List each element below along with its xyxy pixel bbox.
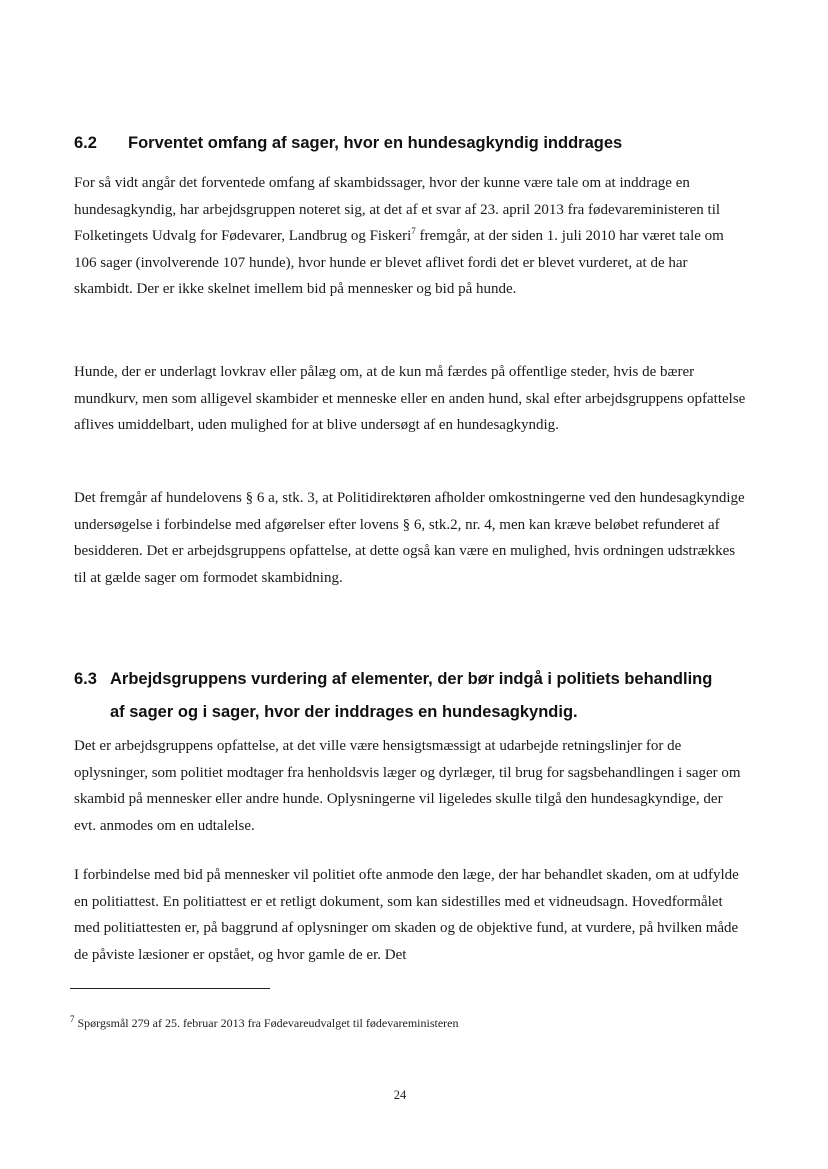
footnote-number: 7 <box>70 1014 75 1024</box>
section-title-line-1: Arbejdsgruppens vurdering af elementer, der bør indgå i politiets behandling <box>110 670 713 688</box>
footnote-reference[interactable]: 7 <box>411 226 416 236</box>
section-heading-6-2 <box>74 134 754 153</box>
paragraph-omfang <box>74 170 746 303</box>
paragraph-politiattest: I forbindelse med bid på mennesker vil politiet ofte anmode den læge, der har behandlet skaden, om at udfylde en politiattest. En politiattest er et retligt dokument, som kan sidestilles med et vidneudsagn. Hovedformålet med politiattesten er, på baggrund af oplysninger om skaden og de objektive fund, at vurdere, på hvilken måde de påviste læsioner er opstået, og hvor gamle de er. Det <box>74 867 739 963</box>
section-number: 6.3 <box>74 670 97 688</box>
paragraph-mundkurv: Hunde, der er underlagt lovkrav eller pålæg om, at de kun må færdes på offentlige steder, hvis de bærer mundkurv, men som alligevel skambider et menneske eller en anden hund, skal efter arbejdsgruppens opfattelse aflives umiddelbart, uden mulighed for at blive undersøgt af en hundesagkyndig. <box>74 364 746 433</box>
section-number: 6.2 <box>74 134 97 152</box>
page-number: 24 <box>393 1088 407 1102</box>
section-title-line-2: af sager og i sager, hvor der inddrages en hundesagkyndig. <box>110 703 578 721</box>
footnote-divider <box>70 988 270 989</box>
paragraph-text: fremgår, at der siden 1. juli 2010 har været tale om 106 sager (involverende 107 hunde), hvor hunde er blevet aflivet fordi det er blevet vurderet, at de har skambidt. Der er ikke skelnet imellem bid på mennesker og bid på hunde. <box>74 228 724 297</box>
footnote <box>70 1016 750 1031</box>
paragraph-retningslinjer: Det er arbejdsgruppens opfattelse, at det ville være hensigtsmæssigt at udarbejde retningslinjer for de oplysninger, som politiet modtager fra henholdsvis læger og dyrlæger, til brug for sagsbehandlingen i sager om skambid på mennesker eller andre hunde. Oplysningerne vil ligeledes skulle tilgå den hundesagkyndige, der evt. anmodes om en udtalelse. <box>74 738 741 834</box>
section-heading-6-3 <box>74 663 754 729</box>
paragraph-text: For så vidt angår det forventede omfang af skambidssager, hvor der kunne være tale om at inddrage en hundesagkyndig, har arbejdsgruppen noteret sig, at det af et svar af 23. april 2013 fra fødevareministeren til Folketingets Udvalg for Fødevarer, Landbrug og Fiskeri <box>74 175 721 244</box>
footnote-text: Spørgsmål 279 af 25. februar 2013 fra Fødevareudvalget til fødevareministeren <box>74 1016 459 1030</box>
section-title: Forventet omfang af sager, hvor en hundesagkyndig inddrages <box>128 134 623 152</box>
paragraph-omkostninger: Det fremgår af hundelovens § 6 a, stk. 3, at Politidirektøren afholder omkostningerne ved den hundesagkyndige undersøgelse i forbindelse med afgørelser efter lovens § 6, stk.2, nr. 4, men kan kræve beløbet refunderet af besidderen. Det er arbejdsgruppens opfattelse, at dette også kan være en mulighed, hvis ordningen udstrækkes til at gælde sager om formodet skambidning. <box>74 490 745 586</box>
